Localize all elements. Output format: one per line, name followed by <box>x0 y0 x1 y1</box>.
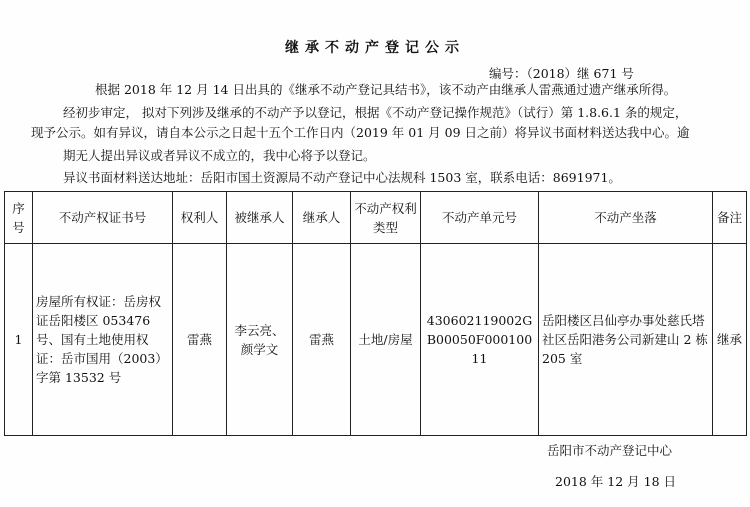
cell-remark: 继承 <box>713 244 747 436</box>
cell-right-type: 土地/房屋 <box>351 244 421 436</box>
paragraph-review-line3: 期无人提出异议或者异议不成立的，我中心将予以登记。 <box>63 148 376 163</box>
notice-title: 继承不动产登记公示 <box>285 40 465 56</box>
registration-table <box>4 191 747 436</box>
cell-seq: 1 <box>5 244 33 436</box>
cell-cert: 房屋所有权证：岳房权证岳阳楼区 053476 号、国有土地使用权证：岳市国用（2003）字第 13532 号 <box>33 244 173 436</box>
header-seq: 序号 <box>5 192 33 244</box>
header-holder: 权利人 <box>173 192 227 244</box>
header-remark: 备注 <box>713 192 747 244</box>
paragraph-review-line1: 经初步审定， 拟对下列涉及继承的不动产予以登记，根据《不动产登记操作规范》（试行）第 1.8.6.1 条的规定， <box>63 105 688 120</box>
paragraph-basis: 根据 2018 年 12 月 14 日出具的《继承不动产登记具结书》，该不动产由继承人雷燕通过遗产继承所得。 <box>95 82 677 97</box>
header-location: 不动产坐落 <box>539 192 713 244</box>
cell-location: 岳阳楼区吕仙亭办事处慈氏塔社区岳阳港务公司新建山 2 栋 205 室 <box>539 244 713 436</box>
issue-date: 2018 年 12 月 18 日 <box>555 474 676 489</box>
issuing-organization: 岳阳市不动产登记中心 <box>547 443 673 458</box>
cell-heir: 雷燕 <box>293 244 351 436</box>
header-right-type: 不动产权利类型 <box>351 192 421 244</box>
paragraph-review-line2: 现予公示。如有异议，请自本公示之日起十五个工作日内（2019 年 01 月 09 日之前）将异议书面材料送达我中心。逾 <box>31 125 690 140</box>
table-header-row <box>5 192 747 244</box>
cell-unit-no: 430602119002GB00050F00010011 <box>421 244 539 436</box>
paragraph-objection-address: 异议书面材料送达地址：岳阳市国土资源局不动产登记中心法规科 1503 室，联系电话：8691971。 <box>63 170 621 185</box>
cell-deceased: 李云亮、颜学文 <box>227 244 293 436</box>
table-row <box>5 244 747 436</box>
header-deceased: 被继承人 <box>227 192 293 244</box>
cell-holder: 雷燕 <box>173 244 227 436</box>
header-unit-no: 不动产单元号 <box>421 192 539 244</box>
document-number: 编号：（2018）继 671 号 <box>489 66 634 81</box>
header-cert: 不动产权证书号 <box>33 192 173 244</box>
header-heir: 继承人 <box>293 192 351 244</box>
